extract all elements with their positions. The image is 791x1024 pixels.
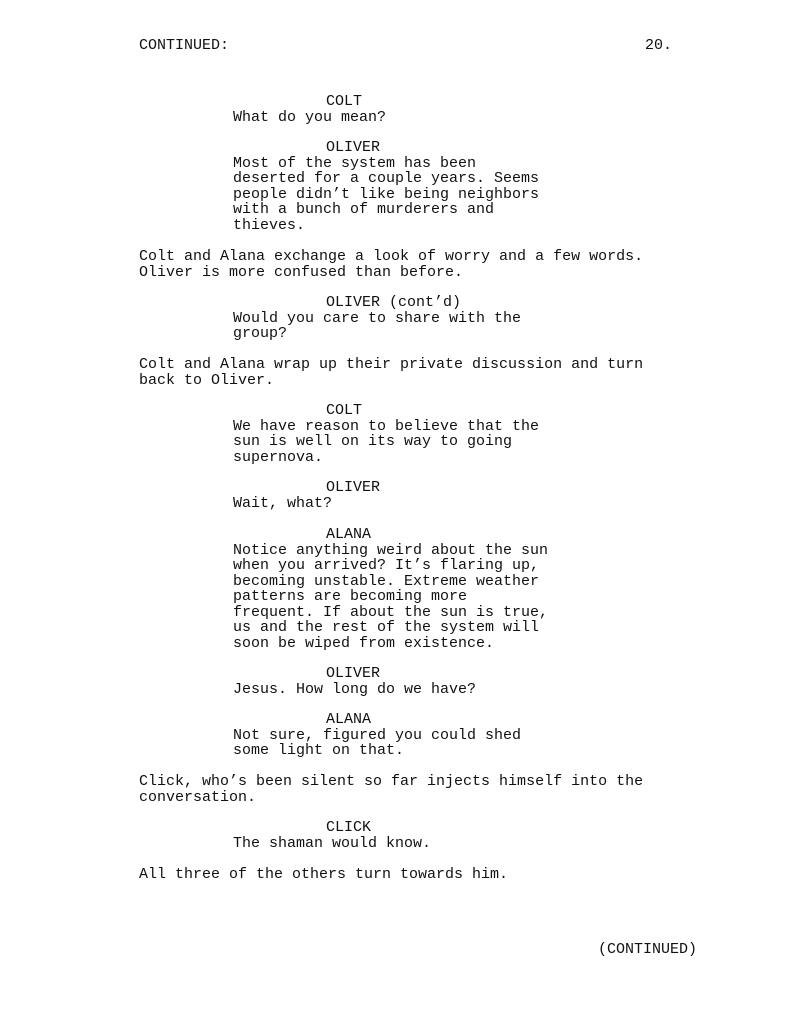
character-name: CLICK [326,819,372,836]
page-number: 20. [645,37,673,54]
action-text [139,357,643,388]
action-line: Colt and Alana wrap up their private discussion and turn [139,356,644,373]
dialogue [233,728,521,759]
dialogue [233,311,521,342]
dialogue-line: Wait, what? [233,494,333,512]
dialogue-line: Jesus. How long do we have? [233,680,477,698]
dialogue [233,682,476,698]
character-name: COLT [326,93,363,110]
dialogue-line: The shaman would know. [233,834,432,852]
character-name: OLIVER [326,139,381,156]
dialogue [233,836,431,852]
character-name: COLT [326,402,363,419]
action-text [139,867,508,883]
dialogue [233,156,539,234]
dialogue-line: when you arrived? It’s flaring up, [233,557,540,574]
dialogue-line: Notice anything weird about the sun [233,541,549,559]
character-name: OLIVER [326,479,381,496]
dialogue-line: us and the rest of the system will [233,619,540,636]
character-name: ALANA [326,711,372,728]
dialogue-line: group? [233,325,288,342]
dialogue-line: What do you mean? [233,108,387,126]
dialogue-line: Not sure, figured you could shed [233,726,522,744]
dialogue-line: people didn’t like being neighbors [233,185,540,203]
character-name: OLIVER [326,665,381,682]
dialogue [233,419,539,466]
dialogue-line: Most of the system has been [233,154,477,172]
dialogue-line: sun is well on its way to going [233,433,513,450]
continued-header: CONTINUED: [139,37,230,54]
action-line: Colt and Alana exchange a look of worry and a few words. [139,248,644,265]
action-line: Click, who’s been silent so far injects himself into the [139,773,644,790]
action-line: Oliver is more confused than before. [139,263,464,281]
dialogue [233,110,386,126]
dialogue-line: with a bunch of murderers and [233,201,495,218]
dialogue-line: supernova. [233,448,324,466]
dialogue-line: thieves. [233,216,306,234]
action-text [139,774,643,805]
character-name: OLIVER (cont’d) [326,294,462,311]
character-name: ALANA [326,526,372,543]
action-line: back to Oliver. [139,371,275,389]
action-line: All three of the others turn towards him. [139,866,509,883]
continued-footer: (CONTINUED) [598,941,698,958]
dialogue-line: soon be wiped from existence. [233,634,495,652]
dialogue-line: becoming unstable. Extreme weather [233,572,540,590]
dialogue-line: frequent. If about the sun is true, [233,603,549,621]
dialogue-line: some light on that. [233,742,405,759]
action-text [139,249,643,280]
dialogue-line: We have reason to believe that the [233,417,540,435]
dialogue [233,496,332,512]
dialogue-line: Would you care to share with the [233,309,522,327]
dialogue [233,543,548,652]
dialogue-line: patterns are becoming more [233,588,468,605]
dialogue-line: deserted for a couple years. Seems [233,170,540,187]
action-line: conversation. [139,788,257,806]
